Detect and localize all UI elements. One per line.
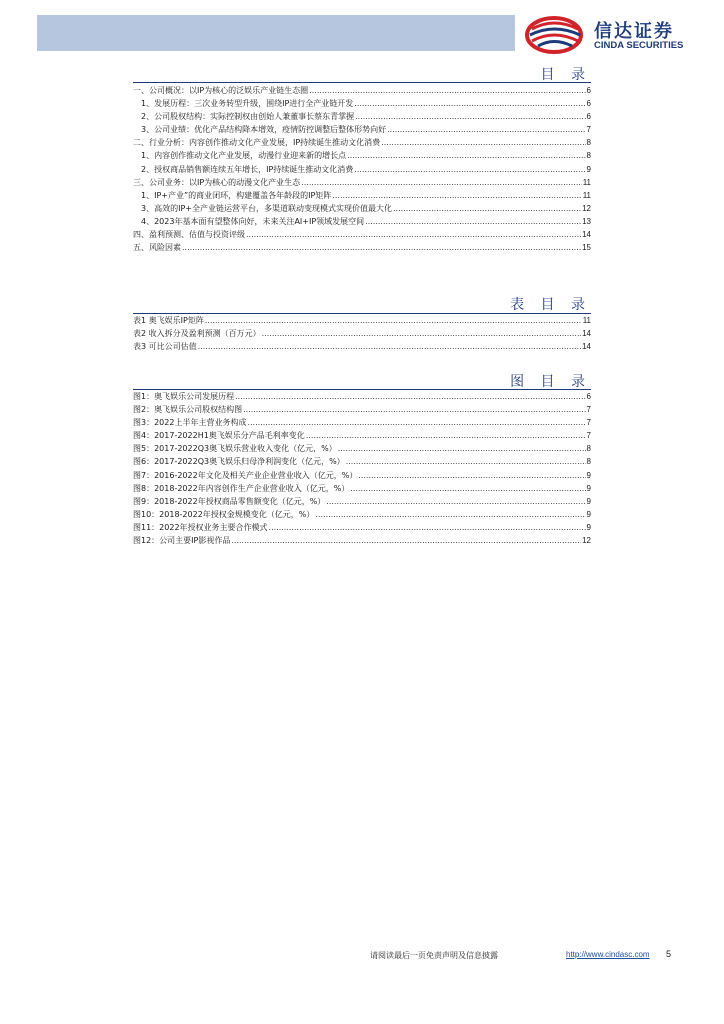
figure-entry[interactable]: 图6：2017-2022Q3奥飞娱乐归母净利润变化（亿元，%） ..... 8: [133, 455, 591, 468]
toc-entry[interactable]: 2、授权商品销售额连续五年增长，IP持续诞生推动文化消费 ..... 9: [133, 163, 591, 176]
tables-toc-title: 表 目 录: [510, 297, 591, 313]
toc-entry[interactable]: 1、发展历程：三次业务转型升级，围绕IP进行全产业链开发 ..... 6: [133, 97, 591, 110]
footer-disclaimer: 请阅读最后一页免责声明及信息披露: [370, 951, 498, 960]
toc-entry[interactable]: 四、盈利预测、估值与投资评级 ..... 14: [133, 228, 591, 241]
table-entry[interactable]: 表2 收入拆分及盈利预测（百万元） ..... 14: [133, 327, 591, 340]
figure-entry[interactable]: 图10：2018-2022年授权金规模变化（亿元，%） ..... 9: [133, 508, 591, 521]
toc-entry[interactable]: 3、高效的IP+全产业链运营平台，多渠道联动变现模式实现价值最大化 ..... 12: [133, 202, 591, 215]
cinda-logo: [524, 15, 700, 55]
footer-website-link[interactable]: http://www.cindasc.com: [566, 950, 650, 959]
logo-chinese-name: 信达证券: [594, 21, 674, 42]
figure-entry[interactable]: 图11：2022年授权业务主要合作模式 ..... 9: [133, 521, 591, 534]
toc-divider: [133, 82, 591, 83]
toc-entry[interactable]: 一、公司概况：以IP为核心的泛娱乐产业链生态圈 ..... 6: [133, 84, 591, 97]
toc-entry[interactable]: 4、2023年基本面有望整体向好，未来关注AI+IP领域发展空间 ..... 13: [133, 215, 591, 228]
page-number: 5: [666, 949, 672, 959]
table-entry[interactable]: 表3 可比公司估值 ..... 14: [133, 340, 591, 353]
table-entry[interactable]: 表1 奥飞娱乐IP矩阵 ..... 11: [133, 314, 591, 327]
figures-toc-list: [133, 390, 591, 547]
toc-entry[interactable]: 2、公司股权结构：实际控制权由创始人兼董事长蔡东青掌握 ..... 6: [133, 110, 591, 123]
figure-entry[interactable]: 图12：公司主要IP影视作品 ..... 12: [133, 534, 591, 547]
figure-entry[interactable]: 图4：2017-2022H1奥飞娱乐分产品毛利率变化 ..... 7: [133, 429, 591, 442]
toc-entry[interactable]: 3、公司业绩：优化产品结构降本增效，疫情防控调整后整体形势向好 ..... 7: [133, 123, 591, 136]
toc-title: 目 录: [540, 67, 591, 83]
logo-english-name: CINDA SECURITIES: [594, 40, 684, 51]
figure-entry[interactable]: 图3：2022上半年主营业务构成 ..... 7: [133, 416, 591, 429]
figure-entry[interactable]: 图8：2018-2022年内容创作生产企业营业收入（亿元，%） ..... 9: [133, 482, 591, 495]
toc-entry[interactable]: 1、IP+产业”的商业闭环，构建覆盖各年龄段的IP矩阵 ..... 11: [133, 189, 591, 202]
toc-entry[interactable]: 1、内容创作推动文化产业发展，动漫行业迎来新的增长点 ..... 8: [133, 149, 591, 162]
figure-entry[interactable]: 图9：2018-2022年授权商品零售额变化（亿元，%） ..... 9: [133, 495, 591, 508]
toc-entry[interactable]: 三、公司业务：以IP为核心的动漫文化产业生态 ..... 11: [133, 176, 591, 189]
figure-entry[interactable]: 图7：2016-2022年文化及相关产业企业营业收入（亿元，%） ..... 9: [133, 469, 591, 482]
figures-toc-title: 图 目 录: [510, 374, 591, 390]
header-banner: [37, 15, 515, 51]
figure-entry[interactable]: 图5：2017-2022Q3奥飞娱乐营业收入变化（亿元，%） ..... 8: [133, 442, 591, 455]
tables-toc-list: [133, 314, 591, 353]
figure-entry[interactable]: 图1：奥飞娱乐公司发展历程 ..... 6: [133, 390, 591, 403]
figure-entry[interactable]: 图2：奥飞娱乐公司股权结构图 ..... 7: [133, 403, 591, 416]
cinda-logo-icon: [524, 15, 588, 55]
toc-list: [133, 84, 591, 254]
toc-entry[interactable]: 五、风险因素 ..... 15: [133, 241, 591, 254]
toc-entry[interactable]: 二、行业分析：内容创作推动文化产业发展，IP持续诞生推动文化消费 ..... 8: [133, 136, 591, 149]
